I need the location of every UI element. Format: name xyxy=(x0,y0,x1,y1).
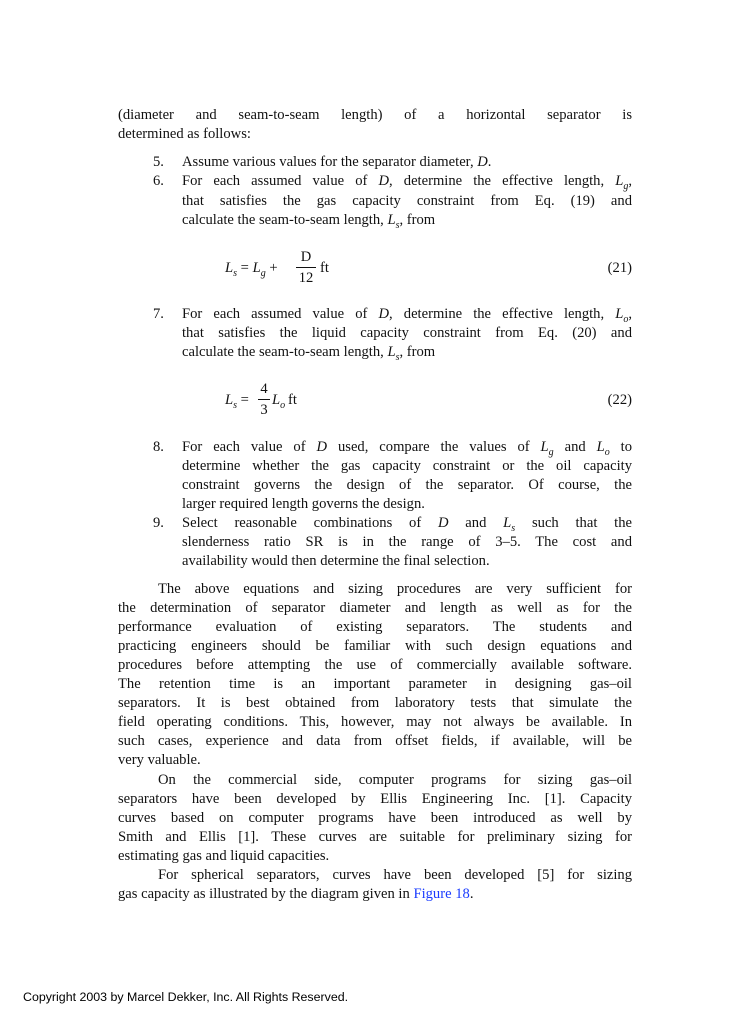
equation-22-unit: ft xyxy=(288,392,297,408)
para1-line-8: field operating conditions. This, however, may not always be available. In xyxy=(118,714,632,730)
step-9-line-1: Select reasonable combinations of D and $L_s$ such that the xyxy=(182,515,632,534)
equation-21-fraction-bar xyxy=(296,267,316,268)
para2-line-4: Smith and Ellis [1]. These curves are suitable for preliminary sizing for xyxy=(118,829,632,845)
step-7-number: 7. xyxy=(153,306,164,322)
step-6-line-3: calculate the seam-to-seam length, $L_s$, from xyxy=(182,212,436,231)
equation-21-numerator: D xyxy=(300,249,312,265)
step-8-line-3: constraint governs the design of the separator. Of course, the xyxy=(182,477,632,493)
equation-22-fraction-bar xyxy=(258,399,270,400)
step-7-line-2: that satisfies the liquid capacity constraint from Eq. (20) and xyxy=(182,325,632,341)
intro-line-1: (diameter and seam-to-seam length) of a horizontal separator is xyxy=(118,107,632,123)
para3-line-2-text: gas capacity as illustrated by the diagram given in xyxy=(118,886,410,902)
equation-22-numerator: 4 xyxy=(260,381,268,397)
step-8-number: 8. xyxy=(153,439,164,455)
equation-21-lhs: $L_s = L_g$ + xyxy=(225,260,278,279)
para1-line-1: The above equations and sizing procedures are very sufficient for xyxy=(158,581,632,597)
step-8-line-1: For each value of D used, compare the values of $L_g$ and $L_o$ to xyxy=(182,439,633,458)
para2-line-1: On the commercial side, computer programs for sizing gas–oil xyxy=(158,772,632,788)
intro-line-2: determined as follows: xyxy=(118,126,251,142)
step-8-line-4: larger required length governs the design. xyxy=(182,496,425,512)
equation-22-denominator: 3 xyxy=(260,402,268,418)
para1-line-5: procedures before attempting the use of commercially available software. xyxy=(118,657,632,673)
copyright-footer: Copyright 2003 by Marcel Dekker, Inc. All Rights Reserved. xyxy=(23,990,349,1004)
para3-line-2-end: . xyxy=(469,886,474,902)
para3-line-2 xyxy=(118,885,632,904)
para1-line-3: performance evaluation of existing separators. The students and xyxy=(118,619,632,635)
para1-line-2: the determination of separator diameter and length as well as for the xyxy=(118,600,632,616)
para2-line-3: curves based on computer programs have been introduced as well by xyxy=(118,810,632,826)
para1-line-9: such cases, experience and data from offset fields, if available, will be xyxy=(118,733,632,749)
step-9-number: 9. xyxy=(153,515,164,531)
step-7-line-1: For each assumed value of D, determine the effective length, $L_o$, xyxy=(182,306,632,325)
equation-21-unit: ft xyxy=(320,260,329,276)
equation-22-number: (22) xyxy=(607,392,632,408)
equation-22-rhs: $L_o$ ft xyxy=(272,392,297,411)
para2-line-5: estimating gas and liquid capacities. xyxy=(118,848,330,864)
para3-line-1: For spherical separators, curves have been developed [5] for sizing xyxy=(158,867,632,883)
step-8-line-2: determine whether the gas capacity constraint or the oil capacity xyxy=(182,458,632,474)
step-6-number: 6. xyxy=(153,173,164,189)
equation-22-lhs: $L_s$ = xyxy=(225,392,249,411)
para1-line-4: practicing engineers should be familiar with such design equations and xyxy=(118,638,632,654)
step-6-line-1: For each assumed value of D, determine the effective length, $L_g$, xyxy=(182,173,632,192)
step-5-line-1: Assume various values for the separator diameter, D. xyxy=(182,154,492,170)
equation-21-number: (21) xyxy=(607,260,632,276)
para2-line-2: separators have been developed by Ellis Engineering Inc. [1]. Capacity xyxy=(118,791,632,807)
para1-line-6: The retention time is an important parameter in designing gas–oil xyxy=(118,676,632,692)
para1-line-7: separators. It is best obtained from laboratory tests that simulate the xyxy=(118,695,632,711)
step-7-line-3: calculate the seam-to-seam length, $L_s$, from xyxy=(182,344,436,363)
step-5-number: 5. xyxy=(153,154,164,170)
step-9-line-3: availability would then determine the final selection. xyxy=(182,553,490,569)
figure-18-link[interactable]: Figure 18 xyxy=(413,886,470,902)
step-6-line-2: that satisfies the gas capacity constraint from Eq. (19) and xyxy=(182,193,632,209)
equation-21-denominator: 12 xyxy=(298,270,314,286)
step-9-line-2: slenderness ratio SR is in the range of 3–5. The cost and xyxy=(182,534,632,550)
para1-line-10: very valuable. xyxy=(118,752,201,768)
